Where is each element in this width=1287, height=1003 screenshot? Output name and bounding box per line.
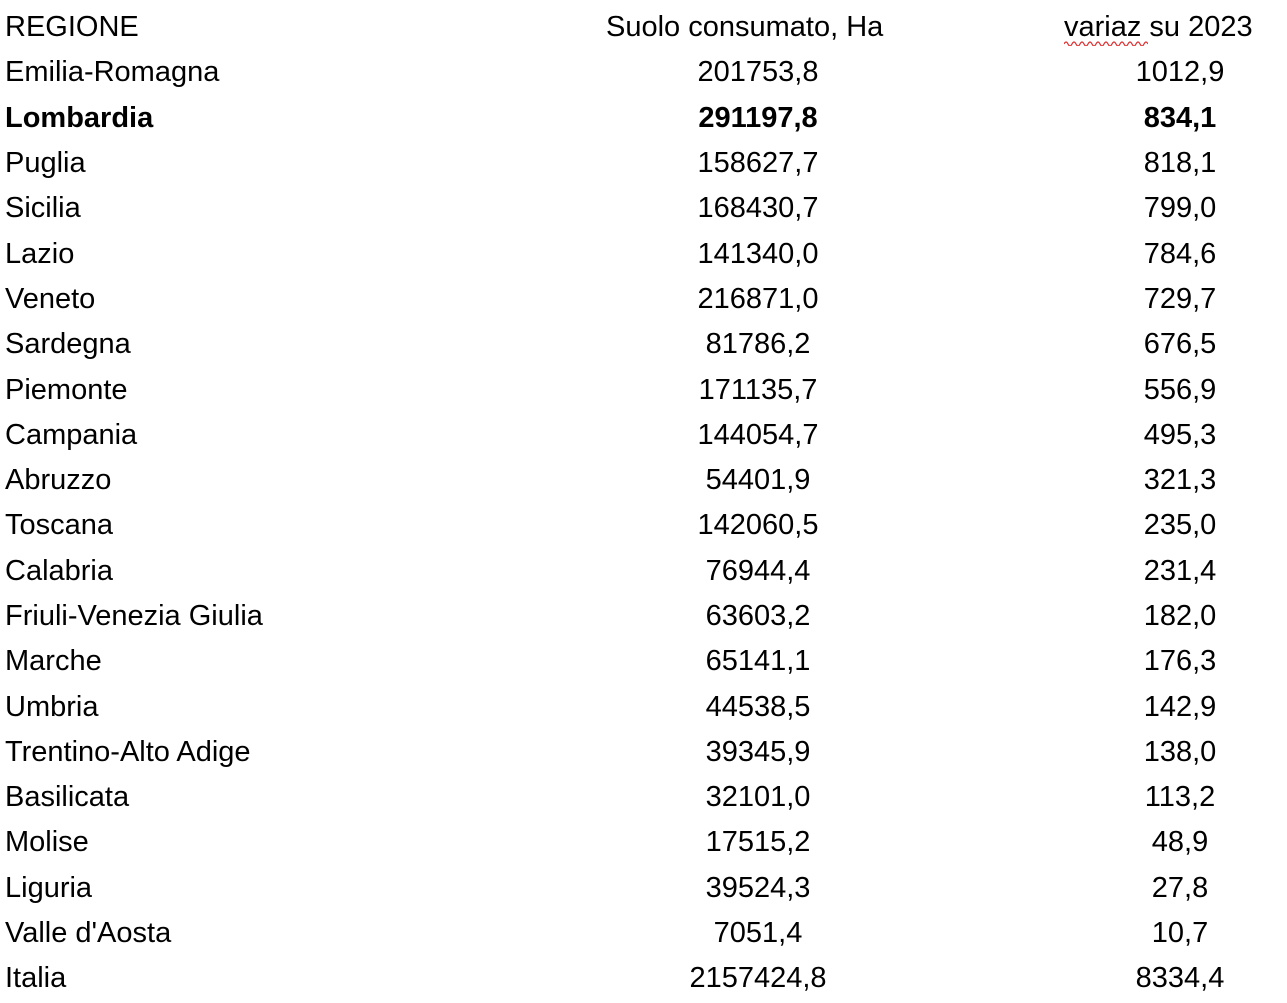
table-row xyxy=(0,277,1287,322)
cell-region[interactable]: Calabria xyxy=(5,554,113,587)
cell-region[interactable]: Marche xyxy=(5,645,102,678)
cell-region[interactable]: Valle d'Aosta xyxy=(5,917,172,950)
cell-region[interactable]: Lombardia xyxy=(5,101,154,134)
cell-variazione[interactable] xyxy=(1100,639,1287,684)
table-row xyxy=(0,413,1287,458)
cell-suolo[interactable] xyxy=(420,322,1100,367)
cell-variazione[interactable] xyxy=(1100,503,1287,548)
cell-suolo[interactable] xyxy=(420,956,1100,1001)
table-row xyxy=(0,50,1287,95)
table-row xyxy=(0,458,1287,503)
cell-suolo[interactable] xyxy=(420,549,1100,594)
cell-suolo[interactable] xyxy=(420,730,1100,775)
table-row xyxy=(0,96,1287,141)
cell-variazione[interactable] xyxy=(1100,775,1287,820)
table-row xyxy=(0,594,1287,639)
soil-consumption-table xyxy=(0,5,1287,1002)
cell-suolo[interactable] xyxy=(420,413,1100,458)
cell-variazione-value: 784,6 xyxy=(1143,237,1217,270)
cell-variazione-value: 48,9 xyxy=(1151,826,1209,859)
cell-variazione-value: 231,4 xyxy=(1143,554,1217,587)
table-row xyxy=(0,231,1287,276)
cell-variazione-value: 676,5 xyxy=(1143,328,1217,361)
cell-variazione-value: 138,0 xyxy=(1143,735,1217,768)
cell-variazione[interactable] xyxy=(1100,594,1287,639)
cell-suolo-value: 63603,2 xyxy=(705,600,811,632)
cell-variazione-value: 495,3 xyxy=(1143,418,1217,451)
cell-variazione[interactable] xyxy=(1100,730,1287,775)
header-suolo[interactable]: Suolo consumato, Ha xyxy=(606,11,884,44)
cell-suolo[interactable] xyxy=(420,141,1100,186)
table-row xyxy=(0,684,1287,729)
cell-variazione-value: 182,0 xyxy=(1143,600,1217,632)
cell-suolo-value: 141340,0 xyxy=(697,237,819,270)
cell-suolo-value: 7051,4 xyxy=(713,917,803,950)
cell-region[interactable]: Toscana xyxy=(5,509,114,542)
table-row xyxy=(0,141,1287,186)
cell-suolo-value: 216871,0 xyxy=(697,282,819,315)
cell-region[interactable]: Basilicata xyxy=(5,781,130,814)
cell-region[interactable]: Sicilia xyxy=(5,192,81,225)
cell-region[interactable]: Italia xyxy=(5,962,67,995)
cell-variazione-value: 834,1 xyxy=(1143,101,1217,134)
cell-variazione[interactable] xyxy=(1100,186,1287,231)
cell-suolo-value: 39345,9 xyxy=(705,735,811,768)
cell-suolo[interactable] xyxy=(420,866,1100,911)
cell-variazione-value: 799,0 xyxy=(1143,192,1217,225)
cell-variazione[interactable] xyxy=(1100,367,1287,412)
cell-suolo[interactable] xyxy=(420,458,1100,503)
cell-suolo[interactable] xyxy=(420,277,1100,322)
table-row xyxy=(0,322,1287,367)
table-row xyxy=(0,956,1287,1001)
header-region[interactable]: REGIONE xyxy=(5,11,139,44)
cell-suolo[interactable] xyxy=(420,684,1100,729)
header-variazione-wrap xyxy=(1064,5,1253,50)
cell-suolo-value: 142060,5 xyxy=(697,509,819,542)
cell-region[interactable]: Abruzzo xyxy=(5,464,112,497)
cell-suolo-value: 171135,7 xyxy=(698,373,818,406)
cell-variazione-value: 176,3 xyxy=(1143,645,1217,678)
cell-suolo-value: 32101,0 xyxy=(705,781,811,814)
cell-suolo-value: 158627,7 xyxy=(697,147,819,180)
spellcheck-underline xyxy=(1064,40,1148,46)
table-row xyxy=(0,866,1287,911)
cell-variazione[interactable] xyxy=(1100,956,1287,1001)
cell-variazione[interactable] xyxy=(1100,322,1287,367)
cell-variazione[interactable] xyxy=(1100,96,1287,141)
cell-suolo[interactable] xyxy=(420,50,1100,95)
cell-suolo-value: 39524,3 xyxy=(705,871,811,904)
cell-suolo-value: 81786,2 xyxy=(705,328,811,361)
cell-variazione-value: 1012,9 xyxy=(1135,56,1225,89)
cell-suolo[interactable] xyxy=(420,96,1100,141)
header-row xyxy=(0,5,1287,50)
cell-suolo[interactable] xyxy=(420,820,1100,865)
cell-variazione-value: 235,0 xyxy=(1143,509,1217,542)
table-body xyxy=(0,50,1287,1001)
cell-variazione[interactable] xyxy=(1100,458,1287,503)
cell-variazione-value: 818,1 xyxy=(1143,147,1217,180)
cell-suolo[interactable] xyxy=(420,639,1100,684)
cell-suolo-value: 65141,1 xyxy=(705,645,811,678)
cell-region[interactable]: Emilia-Romagna xyxy=(5,56,220,89)
cell-suolo[interactable] xyxy=(420,186,1100,231)
cell-region[interactable]: Sardegna xyxy=(5,328,131,361)
cell-variazione-value: 321,3 xyxy=(1143,464,1217,497)
cell-suolo[interactable] xyxy=(420,367,1100,412)
cell-suolo-value: 54401,9 xyxy=(705,464,811,497)
cell-variazione[interactable] xyxy=(1100,866,1287,911)
cell-region[interactable]: Friuli-Venezia Giulia xyxy=(5,600,263,632)
cell-variazione-value: 113,2 xyxy=(1144,781,1216,814)
cell-suolo-value: 17515,2 xyxy=(705,826,811,859)
cell-suolo-value: 168430,7 xyxy=(697,192,819,225)
table-row xyxy=(0,503,1287,548)
cell-variazione[interactable] xyxy=(1100,413,1287,458)
cell-variazione-value: 8334,4 xyxy=(1135,962,1225,995)
cell-suolo[interactable] xyxy=(420,594,1100,639)
cell-variazione[interactable] xyxy=(1100,820,1287,865)
cell-suolo-value: 76944,4 xyxy=(705,554,811,587)
cell-variazione-value: 142,9 xyxy=(1143,690,1217,723)
cell-region[interactable]: Puglia xyxy=(5,147,86,180)
header-variazione-cell[interactable] xyxy=(1064,5,1287,50)
cell-suolo[interactable] xyxy=(420,503,1100,548)
cell-variazione[interactable] xyxy=(1100,50,1287,95)
cell-variazione[interactable] xyxy=(1100,277,1287,322)
cell-variazione[interactable] xyxy=(1100,911,1287,956)
cell-variazione[interactable] xyxy=(1100,549,1287,594)
cell-suolo[interactable] xyxy=(420,911,1100,956)
cell-variazione-value: 10,7 xyxy=(1151,917,1209,950)
cell-region[interactable]: Trentino-Alto Adige xyxy=(5,735,251,768)
table-row xyxy=(0,820,1287,865)
table-row xyxy=(0,911,1287,956)
table-row xyxy=(0,549,1287,594)
table-row xyxy=(0,367,1287,412)
cell-suolo[interactable] xyxy=(420,231,1100,276)
table-row xyxy=(0,730,1287,775)
cell-region[interactable]: Veneto xyxy=(5,282,96,315)
cell-variazione-value: 556,9 xyxy=(1143,373,1217,406)
cell-region[interactable]: Molise xyxy=(5,826,89,859)
cell-suolo-value: 44538,5 xyxy=(705,690,811,723)
cell-region[interactable]: Lazio xyxy=(5,237,75,270)
cell-region[interactable]: Liguria xyxy=(5,871,93,904)
table-row xyxy=(0,775,1287,820)
cell-suolo[interactable] xyxy=(420,775,1100,820)
cell-region[interactable]: Piemonte xyxy=(5,373,128,406)
cell-region[interactable]: Campania xyxy=(5,418,138,451)
cell-region[interactable]: Umbria xyxy=(5,690,99,723)
cell-suolo-value: 144054,7 xyxy=(697,418,819,451)
cell-variazione-value: 729,7 xyxy=(1143,282,1217,315)
cell-suolo-value: 291197,8 xyxy=(698,101,818,134)
table-row xyxy=(0,186,1287,231)
cell-suolo-value: 201753,8 xyxy=(697,56,819,89)
table-row xyxy=(0,639,1287,684)
cell-variazione[interactable] xyxy=(1100,684,1287,729)
header-variazione: variaz su 2023 xyxy=(1064,11,1253,44)
cell-suolo-value: 2157424,8 xyxy=(689,962,827,995)
cell-variazione-value: 27,8 xyxy=(1151,871,1209,904)
cell-variazione[interactable] xyxy=(1100,231,1287,276)
cell-variazione[interactable] xyxy=(1100,141,1287,186)
